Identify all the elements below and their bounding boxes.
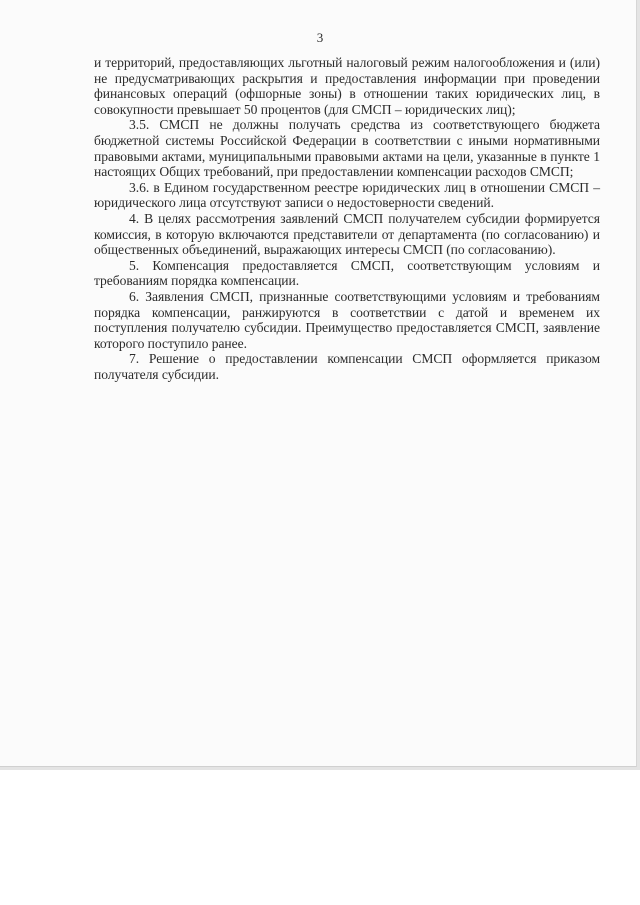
paragraph-5: 5. Компенсация предоставляется СМСП, соответствующим условиям и требованиям порядка компенсации. [94, 257, 600, 289]
paragraph-4: 4. В целях рассмотрения заявлений СМСП получателем субсидии формируется комиссия, в которую включаются представители от департамента (по согласованию) и общественных объединений, выражающих интересы СМСП (по согласованию). [94, 210, 600, 258]
paragraph-7: 7. Решение о предоставлении компенсации СМСП оформляется приказом получателя субсидии. [94, 351, 600, 382]
paragraph-3-6: 3.6. в Едином государственном реестре юридических лиц в отношении СМСП – юридического лица отсутствуют записи о недостоверности сведений. [94, 179, 600, 211]
blank-area [0, 770, 640, 905]
paragraph-continuation: и территорий, предоставляющих льготный налоговый режим налогообложения и (или) не предусматривающих раскрытия и предоставления информации при проведении финансовых операций (офшорные зоны) в отношении таких юридических лиц, в совокупности превышает 50 процентов (для СМСП – юридических лиц); [94, 55, 600, 117]
document-body [94, 55, 600, 382]
page-number: 3 [316, 30, 324, 45]
paragraph-6: 6. Заявления СМСП, признанные соответствующими условиям и требованиям порядка компенсации, ранжируются в соответствии с датой и временем их поступления получателю субсидии. Преимущество предоставляется СМСП, заявление которого поступило ранее. [94, 288, 600, 351]
paragraph-3-5: 3.5. СМСП не должны получать средства из соответствующего бюджета бюджетной системы Российской Федерации в соответствии с иными нормативными правовыми актами, муниципальными правовыми актами на цели, указанные в пункте 1 настоящих Общих требований, при предоставлении компенсации расходов СМСП; [94, 117, 600, 180]
